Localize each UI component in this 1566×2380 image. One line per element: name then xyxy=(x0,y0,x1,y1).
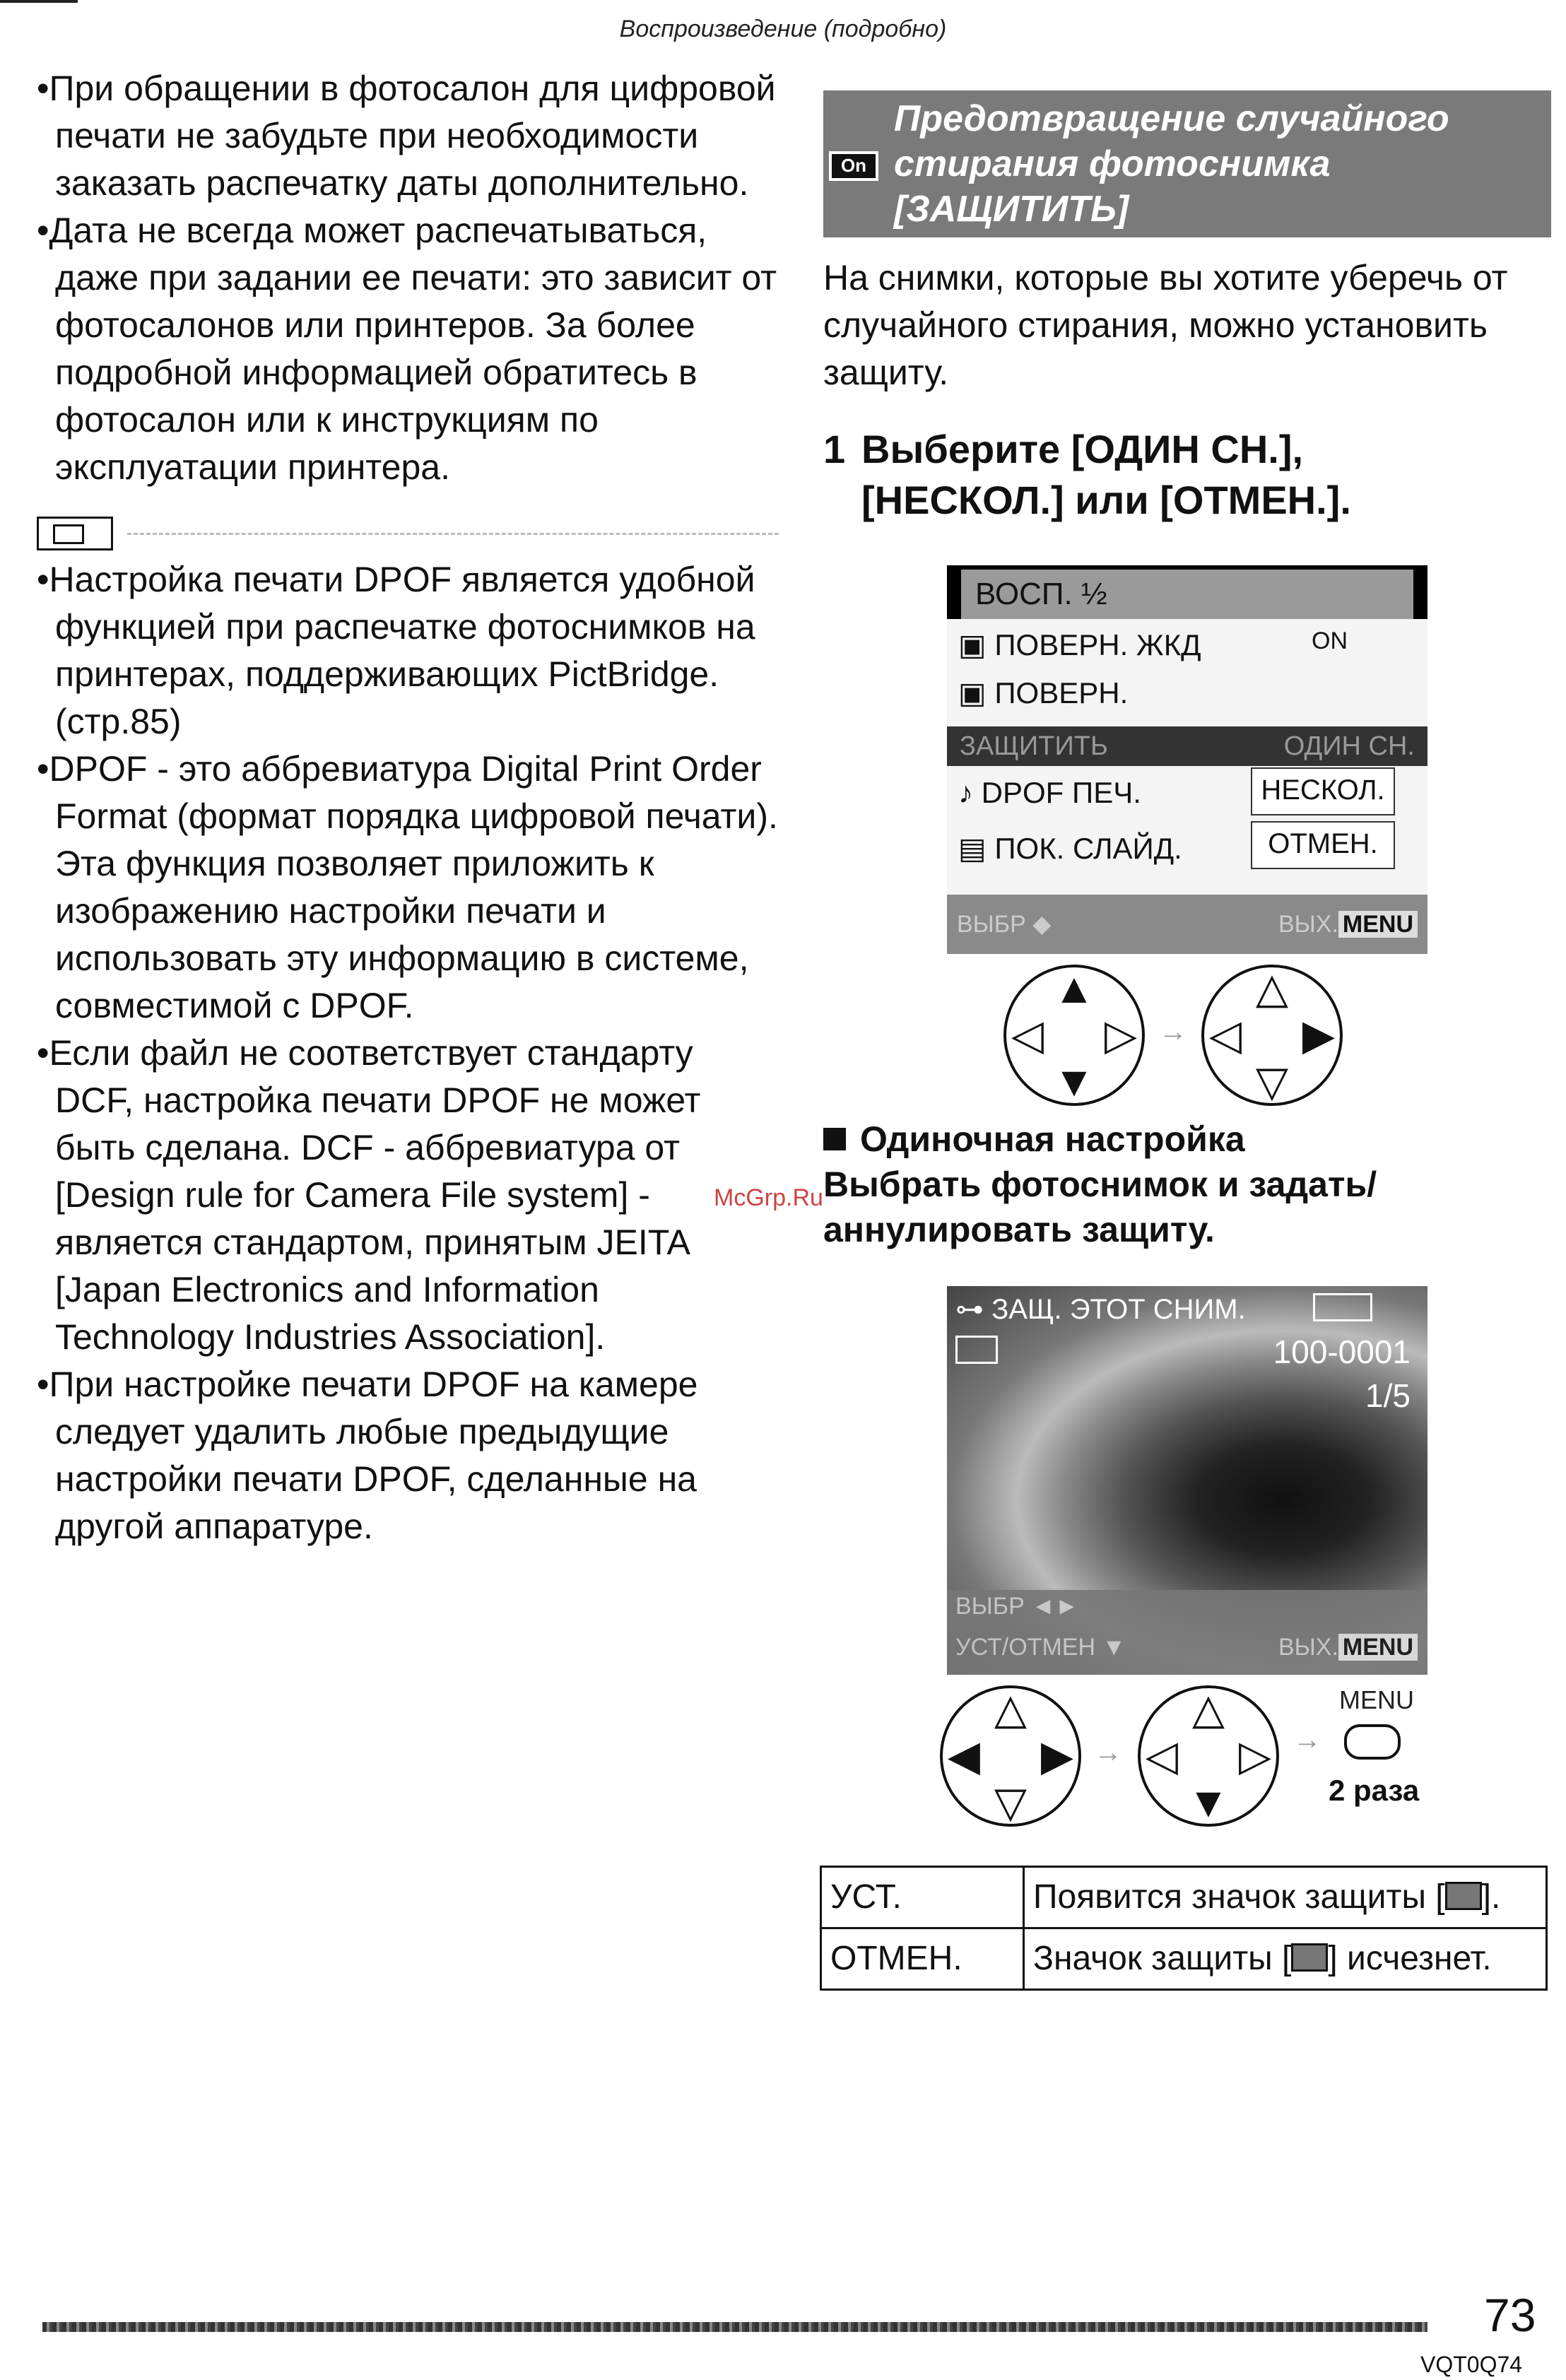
single-setting-block xyxy=(823,1117,1544,1252)
right-arrow-icon: ▶ xyxy=(1040,1732,1074,1779)
left-arrow-icon: ◀ xyxy=(947,1732,981,1779)
up-arrow-outline-icon: △ xyxy=(994,1685,1028,1733)
protect-icon: ⊶ xyxy=(955,1294,992,1325)
down-arrow-outline-icon: ▽ xyxy=(994,1779,1028,1826)
slideshow-icon: ▤ xyxy=(958,832,987,865)
protected-mark-icon xyxy=(955,1336,998,1364)
cursor-pad-left-right xyxy=(940,1685,1081,1827)
menu-tag: MENU xyxy=(1338,911,1418,938)
intro-text: На снимки, которые вы хотите уберечь от случайного стирания, можно установить защиту. xyxy=(823,258,1508,392)
step-1 xyxy=(823,424,1544,526)
single-desc-2: аннулировать защиту. xyxy=(823,1210,1215,1249)
page-number: 73 xyxy=(1484,2289,1536,2341)
left-column xyxy=(37,65,779,1550)
rotate-icon: ▣ xyxy=(958,676,987,709)
section-header: Воспроизведение (подробно) xyxy=(619,16,947,42)
up-arrow-outline-icon: △ xyxy=(1255,965,1289,1012)
table-key-set: УСТ. xyxy=(821,1867,1024,1928)
down-arrow-icon: ▼ xyxy=(1187,1779,1230,1826)
cursor-pad-down xyxy=(1138,1685,1279,1827)
dashed-line xyxy=(127,533,779,535)
rotate-lcd-icon: ▣ xyxy=(958,628,987,661)
link-arrow-icon: → xyxy=(1094,1737,1122,1768)
left-arrow-outline-icon: ◁ xyxy=(1011,1011,1044,1059)
cursor-pad-up-down xyxy=(1003,965,1145,1106)
section-title-box xyxy=(823,90,1551,237)
menu-row-slideshow: ▤ ПОК. СЛАЙД. xyxy=(958,832,1182,865)
down-arrow-icon: ▼ xyxy=(1053,1058,1095,1105)
bullet-dcf: •Если файл не соответствует стандарту DCF, настройка печати DPOF не может быть сделана. DCF - аббревиатура от [Design rule for Camera File system] - является стандартом, принятым JEITA [Japan Electronics and Information Technology Industries Association]. xyxy=(37,1033,701,1357)
menu-row-rotate: ▣ ПОВЕРН. xyxy=(958,676,1129,709)
top-rule xyxy=(0,0,78,3)
section-title: Предотвращение случайного стирания фотоснимка [ЗАЩИТИТЬ] xyxy=(894,98,1449,230)
table-value-cancel: Значок защиты [ ] исчезнет. xyxy=(1024,1928,1547,1990)
right-arrow-icon: ▶ xyxy=(1302,1011,1336,1059)
dpof-icon: ♪ xyxy=(958,776,973,809)
cursor-pad-right xyxy=(1201,965,1343,1106)
watermark: McGrp.Ru xyxy=(714,1184,823,1211)
step-line-2: [НЕСКОЛ.] или [ОТМЕН.]. xyxy=(861,478,1351,522)
image-count: 1/5 xyxy=(1365,1377,1411,1414)
protect-label: ⊶ ЗАЩ. ЭТОТ СНИМ. xyxy=(955,1294,1246,1325)
file-number: 100-0001 xyxy=(1273,1333,1411,1370)
table-key-cancel: ОТМЕН. xyxy=(821,1928,1024,1990)
menu-body xyxy=(947,619,1427,895)
single-heading: Одиночная настройка xyxy=(860,1119,1245,1159)
protect-icon: On xyxy=(829,151,878,181)
camera-playback-screen xyxy=(947,1286,1427,1675)
left-arrow-outline-icon: ◁ xyxy=(1145,1732,1179,1779)
menu-row-dpof: ♪ DPOF ПЕЧ. xyxy=(958,776,1141,809)
menu-footer: ВЫБР ◆ ВЫХ. MENU xyxy=(947,895,1427,954)
screen2-footer: ВЫБР ◄► УСТ/ОТМЕН ▼ ВЫХ. MENU xyxy=(947,1590,1427,1675)
link-arrow-icon: → xyxy=(1159,1016,1187,1047)
menu-row-rotate-lcd: ▣ ПОВЕРН. ЖКД ON xyxy=(958,628,1348,661)
option-cancel[interactable]: ОТМЕН. xyxy=(1251,821,1395,869)
footer-bar xyxy=(42,2322,1427,2332)
table-row xyxy=(821,1867,1547,1928)
menu-button[interactable] xyxy=(1344,1724,1401,1760)
bullet-date-order: •При обращении в фотосалон для цифровой печати не забудьте при необходимости заказать распечатку даты дополнительно. xyxy=(37,69,776,203)
square-bullet-icon xyxy=(823,1128,846,1150)
note-icon xyxy=(37,517,113,550)
battery-icon xyxy=(1313,1293,1372,1321)
camera-menu-screen xyxy=(947,565,1427,954)
bullet-other-device: •При настройке печати DPOF на камере следует удалить любые предыдущие настройки печати DPOF, сделанные на другой аппаратуре. xyxy=(37,1365,698,1546)
right-arrow-outline-icon: ▷ xyxy=(1238,1732,1272,1779)
down-arrow-outline-icon: ▽ xyxy=(1255,1058,1289,1105)
table-value-set: Появится значок защиты [ ]. xyxy=(1024,1867,1547,1928)
protect-table xyxy=(820,1866,1548,1991)
step-line-1: Выберите [ОДИН СН.], xyxy=(861,427,1304,471)
menu-tab: ВОСП. ½ xyxy=(961,570,1413,619)
menu-button-label: MENU xyxy=(1339,1685,1414,1714)
option-multi[interactable]: НЕСКОЛ. xyxy=(1251,767,1395,815)
bullet-dpof-convenient: •Настройка печати DPOF является удобной функцией при распечатке фотоснимков на принтерах, поддерживающих PictBridge. (стр.85) xyxy=(37,560,755,741)
times-label: 2 раза xyxy=(1329,1774,1420,1807)
step-number: 1 xyxy=(823,427,846,471)
bullet-dpof-definition: •DPOF - это аббревиатура Digital Print Order Format (формат порядка цифровой печати). Эта функция позволяет приложить к изображению настройки печати и использовать эту информацию в системе, совместимой с DPOF. xyxy=(37,749,778,1025)
protect-mark-icon xyxy=(1445,1882,1482,1910)
up-arrow-outline-icon: △ xyxy=(1191,1685,1225,1733)
link-arrow-icon: → xyxy=(1293,1724,1321,1755)
single-desc-1: Выбрать фотоснимок и задать/ xyxy=(823,1165,1377,1204)
doc-code: VQT0Q74 xyxy=(1420,2352,1523,2377)
bullet-date-print: •Дата не всегда может распечатываться, даже при задании ее печати: это зависит от фотосалонов или принтеров. За более подробной информацией обратитесь в фотосалон или к инструкциям по эксплуатации принтера. xyxy=(37,211,777,487)
protect-mark-icon xyxy=(1291,1943,1328,1972)
note-divider xyxy=(37,517,779,550)
menu-tag: MENU xyxy=(1338,1634,1418,1661)
table-row xyxy=(821,1928,1547,1990)
right-arrow-outline-icon: ▷ xyxy=(1104,1011,1138,1059)
menu-row-protect-selected[interactable]: ЗАЩИТИТЬ ОДИН СН. xyxy=(947,726,1427,766)
up-arrow-icon: ▲ xyxy=(1053,965,1095,1012)
left-arrow-outline-icon: ◁ xyxy=(1208,1011,1242,1059)
